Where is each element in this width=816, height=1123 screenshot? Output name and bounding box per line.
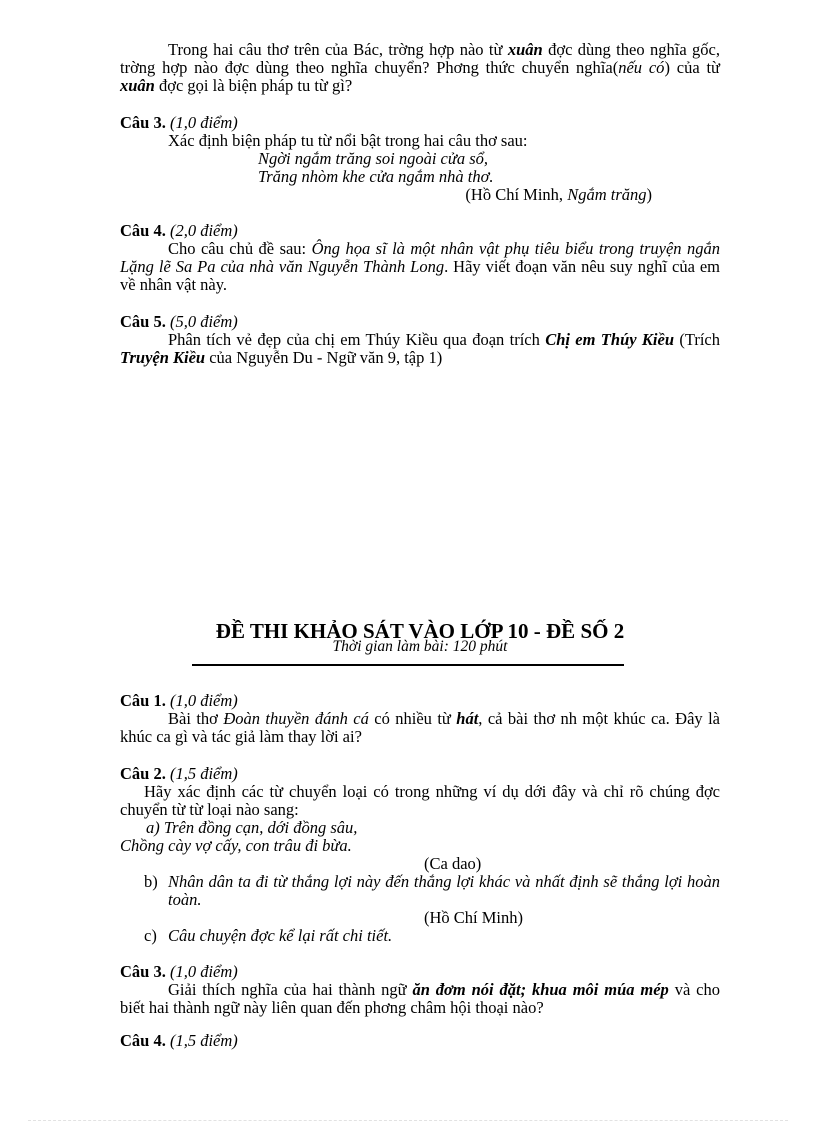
- keyword-xuan: xuân: [507, 40, 543, 59]
- question-label: Câu 2.: [120, 764, 166, 783]
- question-label: Câu 3.: [120, 962, 166, 981]
- poem-source: (Hồ Chí Minh, Ngắm trăng): [465, 185, 652, 204]
- exam2-question-4: [120, 1032, 720, 1050]
- exam2-question-1: [120, 692, 720, 746]
- example-c: c) Câu chuyện đợc kể lại rất chi tiết.: [144, 926, 393, 945]
- question-label: Câu 1.: [120, 691, 166, 710]
- question-3-section: [120, 114, 720, 204]
- poem-line: Trăng nhòm khe cửa ngắm nhà thơ.: [258, 167, 494, 186]
- poem-line: Ngời ngắm trăng soi ngoài cửa sổ,: [258, 149, 489, 168]
- question-body: Phân tích vẻ đẹp của chị em Thúy Kiều qua đoạn trích Chị em Thúy Kiều (Trích Truyện Kiều của Nguyễn Du - Ngữ văn 9, tập 1): [120, 330, 720, 367]
- exam-title: ĐỀ THI KHẢO SÁT VÀO LỚP 10 - ĐỀ SỐ 2: [215, 619, 625, 643]
- question-body: Giải thích nghĩa của hai thành ngữ ăn đơm nói đặt; khua môi múa mép và cho biết hai thành ngữ này liên quan đến phơng châm hội thoại nào?: [120, 980, 720, 1017]
- question-prompt: Hãy xác định các từ chuyển loại có trong những ví dụ dới đây và chỉ rõ chúng đợc chuyển từ từ loại nào sang:: [120, 782, 720, 819]
- example-a-line: Chồng cày vợ cấy, con trâu đi bừa.: [120, 836, 352, 855]
- title-underline: [192, 664, 624, 666]
- page-bottom-border: [28, 1120, 788, 1121]
- intro-paragraph: Trong hai câu thơ trên của Bác, trờng hợp nào từ xuân đợc dùng theo nghĩa gốc, trờng hợp nào đợc dùng theo nghĩa chuyển? Phơng thức chuyển nghĩa(nếu có) của từ xuân đợc gọi là biện pháp tu từ gì?: [120, 40, 720, 95]
- question-label: Câu 4.: [120, 1031, 166, 1050]
- example-b-source: (Hồ Chí Minh): [424, 908, 523, 927]
- question-prompt: Xác định biện pháp tu từ nổi bật trong hai câu thơ sau:: [168, 131, 528, 150]
- question-points: (2,0 điểm): [169, 221, 238, 240]
- question-points: (1,0 điểm): [169, 113, 238, 132]
- item-marker: b): [144, 872, 158, 891]
- question-label: Câu 5.: [120, 312, 166, 331]
- question-points: (1,5 điểm): [169, 764, 238, 783]
- exam-duration: Thời gian làm bài: 120 phút: [332, 638, 508, 655]
- question-points: (5,0 điểm): [169, 312, 238, 331]
- question-body: Bài thơ Đoàn thuyền đánh cá có nhiều từ hát, cả bài thơ nh một khúc ca. Đây là khúc ca gì và tác giả làm thay lời ai?: [120, 709, 720, 746]
- exam2-question-2: [120, 765, 720, 945]
- item-marker: c): [144, 926, 157, 945]
- keyword-xuan: xuân: [120, 76, 155, 95]
- question-label: Câu 4.: [120, 221, 166, 240]
- question-5-section: [120, 313, 720, 367]
- example-a-source: (Ca dao): [424, 854, 482, 873]
- question-points: (1,0 điểm): [169, 962, 238, 981]
- exam2-question-3: [120, 963, 720, 1017]
- example-a-line: a) Trên đồng cạn, dới đồng sâu,: [146, 818, 358, 837]
- question-4-section: [120, 222, 720, 294]
- question-label: Câu 3.: [120, 113, 166, 132]
- example-b: b) Nhân dân ta đi từ thắng lợi này đến thắng lợi khác và nhất định sẽ thắng lợi hoàn toàn.: [144, 872, 720, 909]
- question-points: (1,0 điểm): [169, 691, 238, 710]
- question-points: (1,5 điểm): [169, 1031, 238, 1050]
- question-body: Cho câu chủ đề sau: Ông họa sĩ là một nhân vật phụ tiêu biểu trong truyện ngắn Lặng lẽ Sa Pa của nhà văn Nguyễn Thành Long. Hãy viết đoạn văn nêu suy nghĩ của em về nhân vật này.: [120, 239, 720, 294]
